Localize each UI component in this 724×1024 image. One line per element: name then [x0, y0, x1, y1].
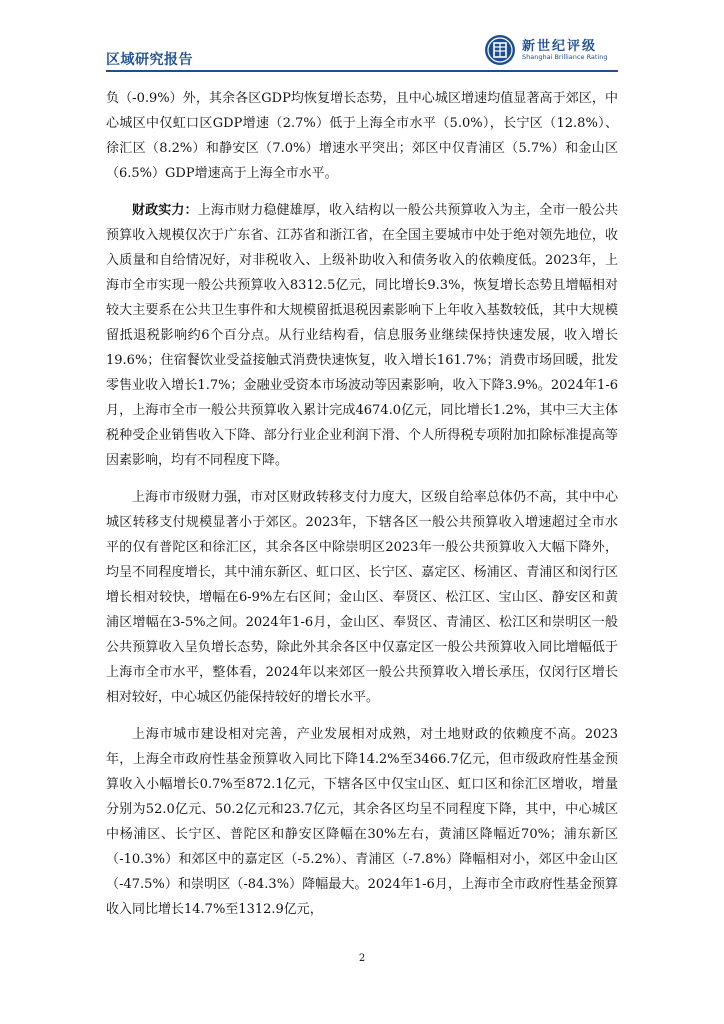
paragraph-text: 上海市市级财力强，市对区财政转移支付力度大，区级自给率总体仍不高，其中中心城区转移支付规模显著小于郊区。2023年，下辖各区一般公共预算收入增速超过全市水平的仅有普陀区和徐汇区，其余各区中除崇明区2023年一般公共预算收入大幅下降外，均呈不同程度增长，其中浦东新区、虹口区、长宁区、嘉定区、杨浦区、青浦区和闵行区增长相对较快，增幅在6-9%左右区间；金山区、奉贤区、松江区、宝山区、静安区和黄浦区增幅在3-5%之间。2024年1-6月，金山区、奉贤区、青浦区、松江区和崇明区一般公共预算收入呈负增长态势，除此外其余各区中仅嘉定区一般公共预算收入同比增幅低于上海市全市水平，整体看，2024年以来郊区一般公共预算收入增长承压，仅闵行区增长相对较好，中心城区仍能保持较好的增长水平。: [106, 490, 618, 705]
brand-name-en: Shanghai Brilliance Rating: [522, 53, 608, 61]
brand-logo: [484, 34, 619, 66]
paragraph-district-transfers: [106, 485, 618, 710]
paragraph-fund-budget: [106, 722, 618, 922]
brilliance-seal-icon: [484, 34, 516, 66]
paragraph-gdp-summary: [106, 86, 618, 186]
header-divider: [106, 70, 618, 72]
paragraph-lead-heading: 财政实力：: [132, 203, 198, 218]
report-body: [106, 86, 618, 922]
paragraph-text: 上海市城市建设相对完善，产业发展相对成熟，对土地财政的依赖度不高。2023年，上海全市政府性基金预算收入同比下降14.2%至3466.7亿元，但市级政府性基金预算收入小幅增长0.7%至872.1亿元，下辖各区中仅宝山区、虹口区和徐汇区增收，增量分别为52.0亿元、50.2亿元和23.7亿元，其余各区均呈不同程度下降，其中，中心城区中杨浦区、长宁区、普陀区和静安区降幅在30%左右，黄浦区降幅近70%；浦东新区（-10.3%）和郊区中的嘉定区（-5.2%）、青浦区（-7.8%）降幅相对小，郊区中金山区（-47.5%）和崇明区（-84.3%）降幅最大。2024年1-6月，上海市全市政府性基金预算收入同比增长14.7%至1312.9亿元，: [106, 727, 618, 917]
brand-name-cn: 新世纪评级: [522, 39, 598, 54]
page-number: 2: [358, 953, 366, 964]
paragraph-text: 上海市财力稳健雄厚，收入结构以一般公共预算收入为主，全市一般公共预算收入规模仅次于广东省、江苏省和浙江省，在全国主要城市中处于绝对领先地位，收入质量和自给情况好，对非税收入、上级补助收入和债务收入的依赖度低。2023年，上海市全市实现一般公共预算收入8312.5亿元，同比增长9.3%，恢复增长态势且增幅相对较大主要系在公共卫生事件和大规模留抵退税因素影响下上年收入基数较低，其中大规模留抵退税影响约6个百分点。从行业结构看，信息服务业继续保持快速发展，收入增长19.6%；住宿餐饮业受益接触式消费快速恢复，收入增长161.7%；消费市场回暖，批发零售业收入增长1.7%；金融业受资本市场波动等因素影响，收入下降3.9%。2024年1-6月，上海市全市一般公共预算收入累计完成4674.0亿元，同比增长1.2%，其中三大主体税种受企业销售收入下降、部分行业企业利润下滑、个人所得税专项附加扣除标准提高等因素影响，均有不同程度下降。: [106, 203, 618, 468]
report-category-title: 区域研究报告: [106, 52, 193, 68]
paragraph-fiscal-strength: [106, 198, 618, 473]
paragraph-text: 负（-0.9%）外，其余各区GDP均恢复增长态势，且中心城区增速均值显著高于郊区，中心城区中仅虹口区GDP增速（2.7%）低于上海全市水平（5.0%），长宁区（12.8%）、徐汇区（8.2%）和静安区（7.0%）增速水平突出；郊区中仅青浦区（5.7%）和金山区（6.5%）GDP增速高于上海全市水平。: [106, 91, 618, 181]
